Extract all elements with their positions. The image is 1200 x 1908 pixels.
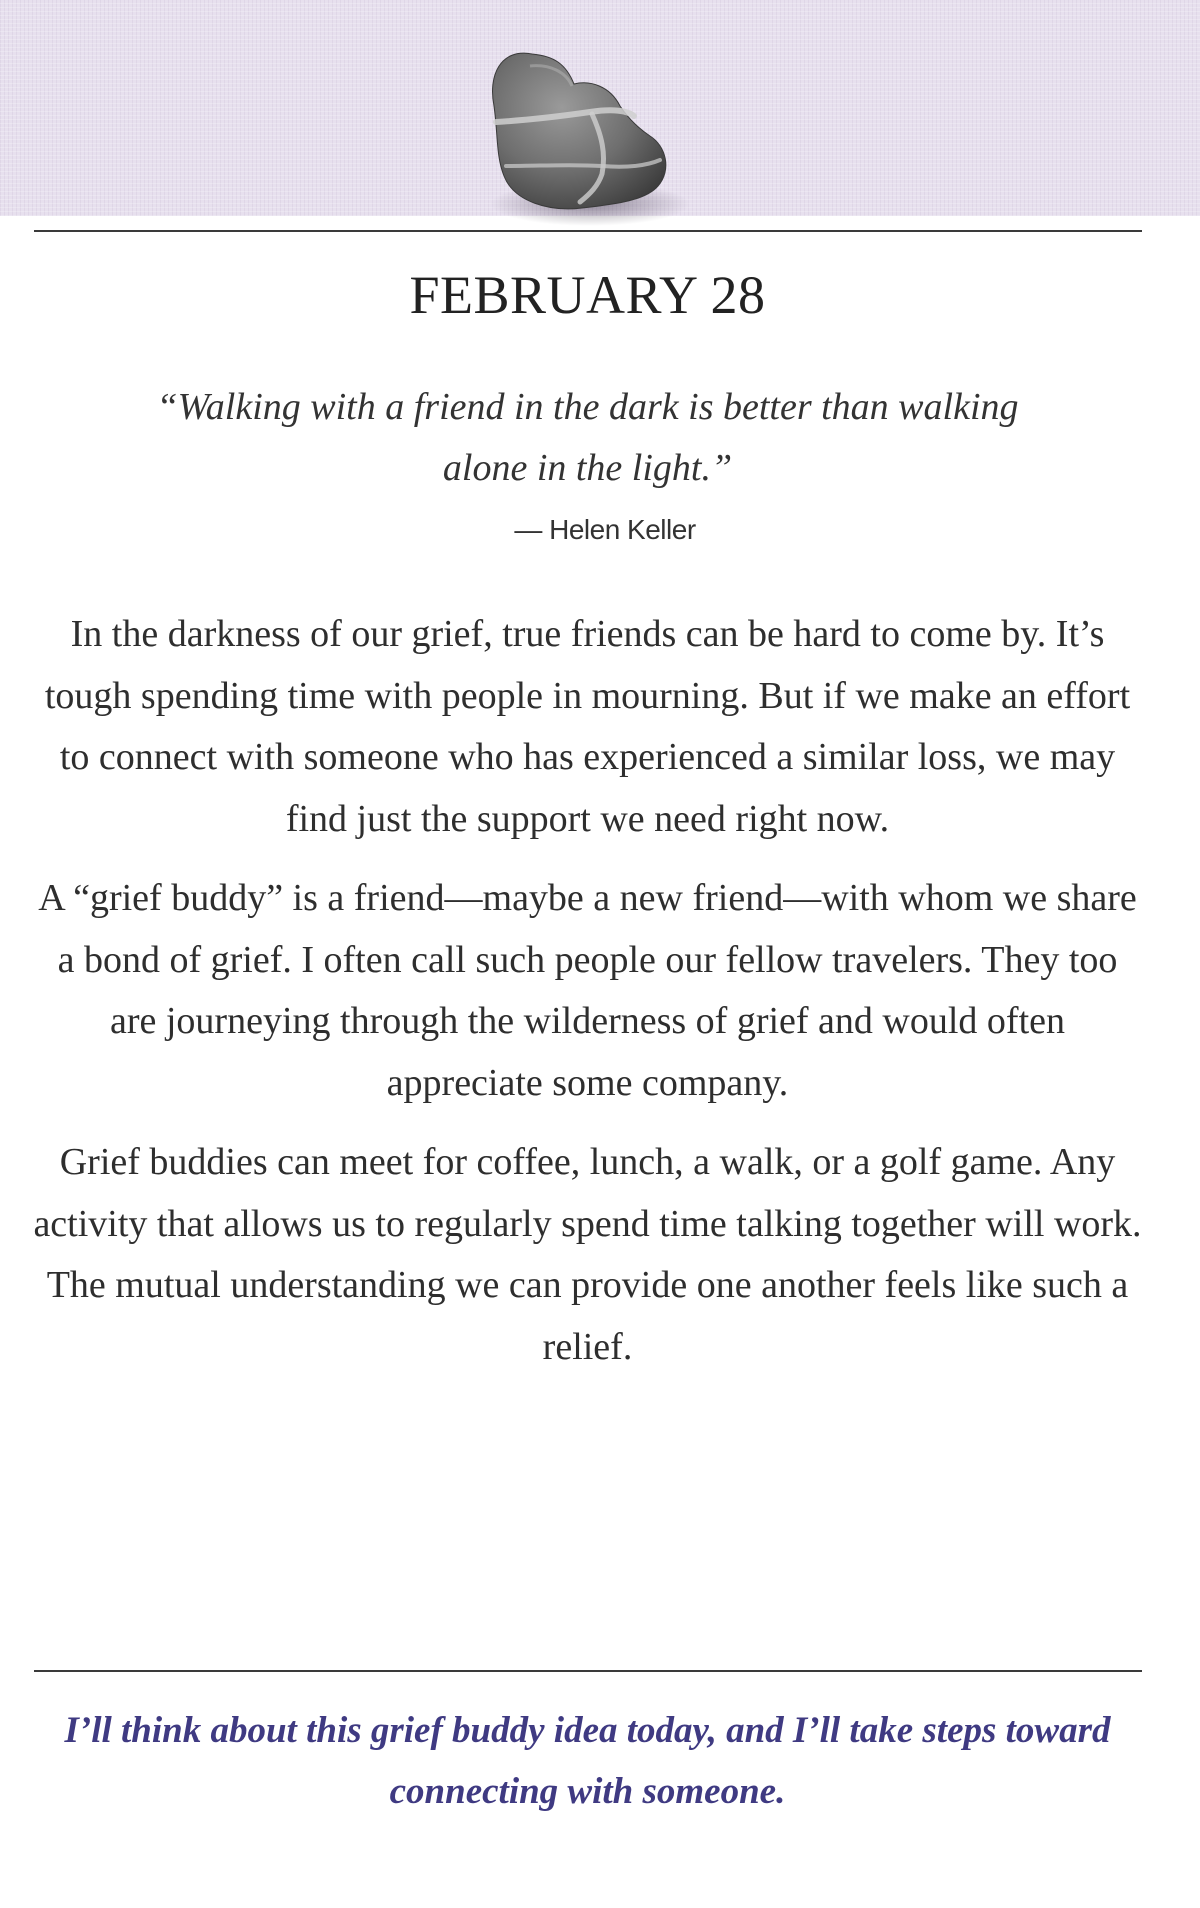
bottom-divider [34, 1670, 1142, 1672]
body-paragraph: Grief buddies can meet for coffee, lunch, a walk, or a golf game. Any activity that allows us to regularly spend time talking together will work. The mutual understanding we can provide one another feels like such a relief. [33, 1141, 1142, 1368]
entry-date: FEBRUARY 28 [409, 265, 766, 325]
quote-author: — Helen Keller [514, 514, 696, 545]
body-paragraph: In the darkness of our grief, true friends can be hard to come by. It’s tough spending time with people in mourning. But if we make an effort to connect with someone who has experienced a similar loss, we may find just the support we need right now. [44, 613, 1131, 840]
body-paragraph: A “grief buddy” is a friend—maybe a new friend—with whom we share a bond of grief. I often call such people our fellow travelers. They too are journeying through the wilderness of grief and would often appreciate some company. [38, 877, 1137, 1104]
closing-affirmation: I’ll think about this grief buddy idea today, and I’ll take steps toward connecting with someone. [64, 1710, 1111, 1812]
body-text [30, 604, 1145, 1396]
quote-text: “Walking with a friend in the dark is better than walking alone in the light.” [156, 386, 1019, 489]
top-divider [34, 230, 1142, 232]
heart-stone-image [470, 36, 700, 232]
